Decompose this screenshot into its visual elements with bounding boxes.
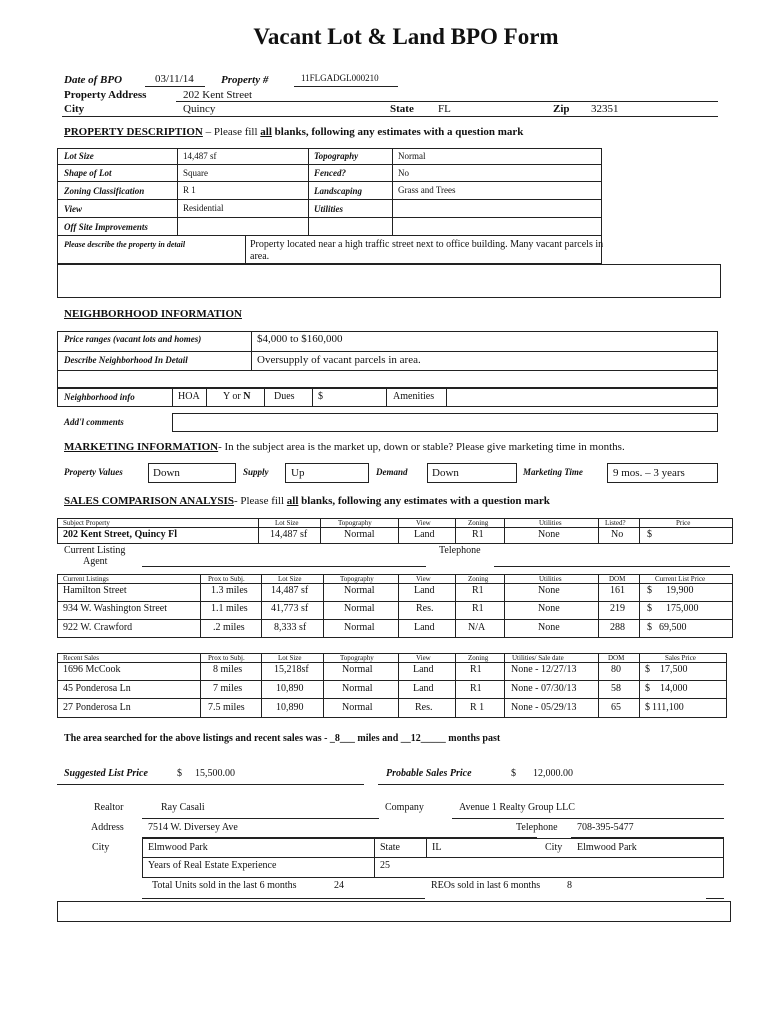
marketing-time-label: Marketing Time	[523, 467, 583, 477]
recent-header-utilities: Utilities/ Sale date	[512, 654, 564, 662]
recent-row-3-zoning[interactable]: R 1	[470, 702, 485, 713]
supply-value: Up	[291, 467, 305, 479]
realtor-city-label: City	[92, 842, 110, 853]
landscaping-value[interactable]: Grass and Trees	[398, 185, 456, 195]
subject-header-property: Subject Property	[63, 519, 110, 527]
subject-header-lot: Lot Size	[275, 519, 299, 527]
neighborhood-info-label: Neighborhood info	[64, 392, 135, 402]
recent-row-2-view[interactable]: Land	[413, 683, 434, 694]
city-value[interactable]: Quincy	[183, 103, 216, 115]
years-experience-value[interactable]: 25	[380, 860, 390, 871]
recent-row-1-utilities[interactable]: None - 12/27/13	[511, 664, 577, 675]
amenities-label: Amenities	[393, 391, 435, 402]
reos-sold-value[interactable]: 8	[567, 880, 572, 891]
marketing-heading: MARKETING INFORMATION- In the subject area is the market up, down or stable? Please give marketing time in months.	[64, 441, 625, 453]
agent-label-2: Agent	[83, 556, 108, 567]
current-row-1-prox[interactable]: 1.3 miles	[211, 585, 248, 596]
current-row-2-topo[interactable]: Normal	[344, 603, 375, 614]
dues-label: Dues	[274, 391, 295, 402]
current-row-1-topo[interactable]: Normal	[344, 585, 375, 596]
current-row-1-lot[interactable]: 14,487 sf	[271, 585, 309, 596]
recent-row-3-prox[interactable]: 7.5 miles	[208, 702, 245, 713]
current-row-3-price[interactable]: 69,500	[659, 622, 687, 633]
realtor-city-value[interactable]: Elmwood Park	[148, 842, 208, 853]
recent-header-prox: Prox to Subj.	[208, 654, 245, 662]
recent-header-topo: Topography	[340, 654, 374, 662]
units-sold-value[interactable]: 24	[334, 880, 344, 891]
probable-price-label: Probable Sales Price	[386, 768, 472, 779]
property-values-value: Down	[153, 467, 180, 479]
lot-size-value[interactable]: 14,487 sf	[183, 151, 217, 161]
current-header-listing: Current Listings	[63, 575, 109, 583]
current-row-2-dollar: $	[647, 603, 652, 614]
shape-value[interactable]: Square	[183, 168, 208, 178]
recent-row-3-lot[interactable]: 10,890	[276, 702, 304, 713]
subject-utilities[interactable]: None	[538, 529, 560, 540]
subject-price[interactable]: $	[647, 529, 652, 540]
recent-row-3-dollar: $	[645, 702, 650, 713]
recent-row-1-dollar: $	[645, 664, 650, 675]
describe-label: Please describe the property in detail	[64, 240, 186, 249]
property-num-label: Property #	[221, 74, 269, 86]
view-value[interactable]: Residential	[183, 203, 224, 213]
describe-box[interactable]	[57, 264, 721, 298]
current-row-1-zoning[interactable]: R1	[472, 585, 484, 596]
recent-row-2-dollar: $	[645, 683, 650, 694]
supply-label: Supply	[243, 467, 269, 477]
recent-row-2-lot[interactable]: 10,890	[276, 683, 304, 694]
current-header-topo: Topography	[340, 575, 374, 583]
current-row-2-dom[interactable]: 219	[610, 603, 625, 614]
current-header-utilities: Utilities	[539, 575, 562, 583]
probable-price-dollar: $	[511, 768, 516, 779]
reos-sold-label: REOs sold in last 6 months	[431, 880, 541, 891]
landscaping-label: Landscaping	[314, 186, 363, 196]
realtor-state-value[interactable]: IL	[432, 842, 442, 853]
address-value[interactable]: 202 Kent Street	[183, 89, 253, 101]
recent-row-2-prox[interactable]: 7 miles	[213, 683, 243, 694]
recent-row-1-zoning[interactable]: R1	[470, 664, 482, 675]
state-value[interactable]: FL	[438, 103, 451, 115]
suggested-list-dollar: $	[177, 768, 182, 779]
demand-value: Down	[432, 467, 459, 479]
page-title: Vacant Lot & Land BPO Form	[253, 24, 559, 49]
dues-dollar: $	[318, 391, 323, 402]
units-sold-label: Total Units sold in the last 6 months	[152, 880, 297, 891]
utilities-label: Utilities	[314, 204, 343, 214]
recent-row-1-price[interactable]: 17,500	[660, 664, 688, 675]
recent-row-3-utilities[interactable]: None - 05/29/13	[511, 702, 577, 713]
recent-header-lot: Lot Size	[278, 654, 302, 662]
agent-telephone-label: Telephone	[439, 545, 481, 556]
subject-zoning[interactable]: R1	[472, 529, 484, 540]
hoa-label: HOA	[178, 391, 200, 402]
zoning-label: Zoning Classification	[64, 186, 145, 196]
lot-size-label: Lot Size	[64, 151, 94, 161]
fenced-value[interactable]: No	[398, 168, 409, 178]
recent-header-price: Sales Price	[665, 654, 696, 662]
price-range-value[interactable]: $4,000 to $160,000	[257, 333, 343, 345]
current-row-3-address[interactable]: 922 W. Crawford	[63, 622, 133, 633]
recent-row-2-topo[interactable]: Normal	[342, 683, 373, 694]
current-row-1-price[interactable]: 19,900	[666, 585, 694, 596]
offsite-label: Off Site Improvements	[64, 222, 148, 232]
property-num-value[interactable]: 11FLGADGL000210	[301, 73, 379, 83]
suggested-list-value[interactable]: 15,500.00	[195, 768, 235, 779]
realtor-city2-value[interactable]: Elmwood Park	[577, 842, 637, 853]
current-row-3-topo[interactable]: Normal	[344, 622, 375, 633]
demand-label: Demand	[376, 467, 408, 477]
current-header-price: Current List Price	[655, 575, 706, 583]
recent-row-1-lot[interactable]: 15,218sf	[274, 664, 309, 675]
address-label: Property Address	[64, 89, 147, 101]
subject-lot[interactable]: 14,487 sf	[270, 529, 308, 540]
current-header-prox: Prox to Subj.	[208, 575, 245, 583]
realtor-address-value[interactable]: 7514 W. Diversey Ave	[148, 822, 238, 833]
recent-row-1-address[interactable]: 1696 McCook	[63, 664, 121, 675]
current-row-1-utilities[interactable]: None	[538, 585, 560, 596]
current-row-2-price[interactable]: 175,000	[666, 603, 699, 614]
price-range-label: Price ranges (vacant lots and homes)	[64, 334, 202, 344]
realtor-telephone-label: Telephone	[516, 822, 558, 833]
zip-label: Zip	[553, 103, 570, 115]
current-row-2-address[interactable]: 934 W. Washington Street	[63, 603, 168, 614]
recent-row-1-dom[interactable]: 80	[611, 664, 621, 675]
subject-listed[interactable]: No	[611, 529, 624, 540]
current-row-2-prox[interactable]: 1.1 miles	[211, 603, 248, 614]
date-value[interactable]: 03/11/14	[155, 73, 194, 85]
describe-line1[interactable]: Property located near a high traffic street next to office building. Many vacant parcels in	[250, 239, 604, 250]
neighborhood-detail-label: Describe Neighborhood In Detail	[64, 355, 188, 365]
current-row-3-lot[interactable]: 8,333 sf	[274, 622, 307, 633]
subject-topo[interactable]: Normal	[344, 529, 375, 540]
current-row-1-view[interactable]: Land	[414, 585, 435, 596]
marketing-time-value: 9 mos. – 3 years	[613, 467, 685, 479]
recent-row-3-topo[interactable]: Normal	[342, 702, 373, 713]
current-row-1-address[interactable]: Hamilton Street	[63, 585, 127, 596]
recent-row-2-dom[interactable]: 58	[611, 683, 621, 694]
recent-row-3-price[interactable]: 111,100	[652, 702, 684, 713]
subject-header-view: View	[416, 519, 431, 527]
neighborhood-detail-value[interactable]: Oversupply of vacant parcels in area.	[257, 354, 421, 366]
recent-row-1-view[interactable]: Land	[413, 664, 434, 675]
current-row-3-view[interactable]: Land	[414, 622, 435, 633]
sales-heading: SALES COMPARISON ANALYSIS- Please fill all blanks, following any estimates with a question mark	[64, 495, 550, 507]
current-row-3-dom[interactable]: 288	[610, 622, 625, 633]
date-label: Date of BPO	[64, 74, 123, 86]
current-row-3-utilities[interactable]: None	[538, 622, 560, 633]
recent-header-dom: DOM	[608, 654, 625, 662]
fenced-label: Fenced?	[314, 168, 346, 178]
recent-row-1-prox[interactable]: 8 miles	[213, 664, 243, 675]
topography-label: Topography	[314, 151, 359, 161]
area-searched: The area searched for the above listings and recent sales was - _8___ miles and __12_____ months past	[64, 733, 501, 744]
recent-row-2-zoning[interactable]: R1	[470, 683, 482, 694]
current-header-dom: DOM	[609, 575, 626, 583]
describe-line2[interactable]: area.	[250, 251, 270, 262]
current-row-2-view[interactable]: Res.	[416, 603, 434, 614]
years-experience-label: Years of Real Estate Experience	[148, 860, 277, 871]
neighborhood-heading: NEIGHBORHOOD INFORMATION	[64, 308, 242, 320]
state-label: State	[390, 103, 414, 115]
realtor-telephone-value[interactable]: 708-395-5477	[577, 822, 634, 833]
subject-header-listed: Listed?	[605, 519, 626, 527]
subject-header-price: Price	[676, 519, 691, 527]
recent-row-2-utilities[interactable]: None - 07/30/13	[511, 683, 577, 694]
subject-header-zoning: Zoning	[468, 519, 489, 527]
notes-box[interactable]	[57, 901, 731, 922]
zip-value[interactable]: 32351	[591, 103, 619, 115]
realtor-value[interactable]: Ray Casali	[161, 802, 205, 813]
current-row-2-lot[interactable]: 41,773 sf	[271, 603, 309, 614]
current-header-view: View	[416, 575, 431, 583]
realtor-label: Realtor	[94, 802, 124, 813]
subject-property[interactable]: 202 Kent Street, Quincy Fl	[63, 529, 177, 540]
comments-label: Add'l comments	[64, 417, 124, 427]
recent-row-3-dom[interactable]: 65	[611, 702, 621, 713]
current-row-3-dollar: $	[647, 622, 652, 633]
subject-view[interactable]: Land	[414, 529, 435, 540]
current-row-3-zoning[interactable]: N/A	[468, 622, 486, 633]
realtor-state-label: State	[380, 842, 400, 853]
recent-header-zoning: Zoning	[468, 654, 489, 662]
zoning-value[interactable]: R 1	[183, 185, 196, 195]
city-label: City	[64, 103, 85, 115]
property-heading: PROPERTY DESCRIPTION – Please fill all blanks, following any estimates with a question mark	[64, 126, 524, 138]
recent-row-3-address[interactable]: 27 Ponderosa Ln	[63, 702, 131, 713]
recent-row-1-topo[interactable]: Normal	[342, 664, 373, 675]
recent-row-3-view[interactable]: Res.	[415, 702, 433, 713]
subject-header-utilities: Utilities	[539, 519, 562, 527]
current-row-2-zoning[interactable]: R1	[472, 603, 484, 614]
probable-price-value[interactable]: 12,000.00	[533, 768, 573, 779]
current-row-2-utilities[interactable]: None	[538, 603, 560, 614]
view-label: View	[64, 204, 83, 214]
suggested-list-label: Suggested List Price	[64, 768, 148, 779]
shape-label: Shape of Lot	[64, 168, 112, 178]
current-header-lot: Lot Size	[278, 575, 302, 583]
comments-box[interactable]	[172, 413, 718, 432]
current-row-1-dom[interactable]: 161	[610, 585, 625, 596]
recent-row-2-price[interactable]: 14,000	[660, 683, 688, 694]
agent-label-1: Current Listing	[64, 545, 126, 556]
subject-header-topo: Topography	[338, 519, 372, 527]
company-value[interactable]: Avenue 1 Realty Group LLC	[459, 802, 575, 813]
topography-value[interactable]: Normal	[398, 151, 426, 161]
realtor-address-label: Address	[91, 822, 124, 833]
hoa-yes-no[interactable]: Y or N	[223, 391, 251, 402]
current-row-1-dollar: $	[647, 585, 652, 596]
company-label: Company	[385, 802, 424, 813]
realtor-city2-label: City	[545, 842, 563, 853]
recent-row-2-address[interactable]: 45 Ponderosa Ln	[63, 683, 131, 694]
current-header-zoning: Zoning	[468, 575, 489, 583]
recent-header-view: View	[416, 654, 431, 662]
neighborhood-info-row	[57, 387, 718, 407]
recent-header-sales: Recent Sales	[63, 654, 99, 662]
current-row-3-prox[interactable]: .2 miles	[213, 622, 245, 633]
property-values-label: Property Values	[64, 467, 123, 477]
